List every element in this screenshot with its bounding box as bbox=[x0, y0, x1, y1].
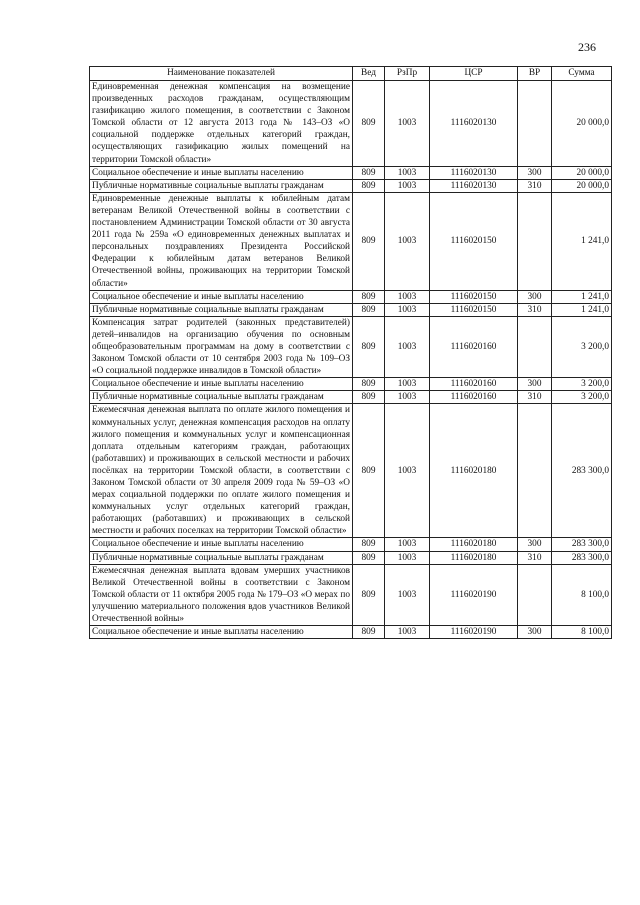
cell-csr: 1116020130 bbox=[430, 179, 518, 192]
cell-ved: 809 bbox=[353, 290, 385, 303]
table-row bbox=[90, 538, 612, 551]
cell-vr: 300 bbox=[518, 538, 552, 551]
cell-csr: 1116020180 bbox=[430, 538, 518, 551]
cell-name: Ежемесячная денежная выплата вдовам умерших участников Великой Отечественной войны в соответствии с Законом Томской области от 11 октября 2005 года № 179–ОЗ «О мерах по улучшению материального положения вдов участников Великой Отечественной войны» bbox=[90, 564, 353, 625]
cell-sum: 3 200,0 bbox=[552, 391, 612, 404]
cell-rzpr: 1003 bbox=[385, 538, 430, 551]
cell-csr: 1116020150 bbox=[430, 290, 518, 303]
cell-sum: 8 100,0 bbox=[552, 564, 612, 625]
cell-csr: 1116020190 bbox=[430, 626, 518, 639]
table-row bbox=[90, 290, 612, 303]
cell-csr: 1116020150 bbox=[430, 303, 518, 316]
table-row bbox=[90, 81, 612, 167]
cell-rzpr: 1003 bbox=[385, 303, 430, 316]
cell-ved: 809 bbox=[353, 303, 385, 316]
cell-ved: 809 bbox=[353, 179, 385, 192]
cell-vr: 310 bbox=[518, 391, 552, 404]
cell-vr: 300 bbox=[518, 378, 552, 391]
cell-vr: 310 bbox=[518, 303, 552, 316]
cell-name: Публичные нормативные социальные выплаты гражданам bbox=[90, 551, 353, 564]
cell-vr bbox=[518, 81, 552, 167]
cell-ved: 809 bbox=[353, 81, 385, 167]
cell-sum: 283 300,0 bbox=[552, 538, 612, 551]
cell-csr: 1116020180 bbox=[430, 551, 518, 564]
table-row bbox=[90, 564, 612, 625]
cell-rzpr: 1003 bbox=[385, 564, 430, 625]
table-row bbox=[90, 303, 612, 316]
cell-vr: 310 bbox=[518, 551, 552, 564]
header-csr: ЦСР bbox=[430, 67, 518, 81]
cell-name: Социальное обеспечение и иные выплаты населению bbox=[90, 290, 353, 303]
cell-rzpr: 1003 bbox=[385, 192, 430, 290]
header-name: Наименование показателей bbox=[90, 67, 353, 81]
cell-ved: 809 bbox=[353, 564, 385, 625]
cell-name: Публичные нормативные социальные выплаты гражданам bbox=[90, 303, 353, 316]
header-sum: Сумма bbox=[552, 67, 612, 81]
cell-sum: 1 241,0 bbox=[552, 192, 612, 290]
table-row bbox=[90, 626, 612, 639]
cell-name: Ежемесячная денежная выплата по оплате жилого помещения и коммунальных услуг, денежная компенсация расходов на оплату жилого помещения и коммунальных услуг и компенсационная доплата отдельным категориям граждан, работающих (работавших) и проживающих в сельской местности и рабочих посёлках на территории Томской области, в соответствии с Законом Томской области от 30 апреля 2009 года № 59–ОЗ «О мерах социальной поддержки по оплате жилого помещения и коммунальных услуг отдельных категорий граждан, работающих (работавших) и проживающих в сельской местности и рабочих поселках на территории Томской области» bbox=[90, 404, 353, 538]
cell-csr: 1116020130 bbox=[430, 81, 518, 167]
cell-sum: 3 200,0 bbox=[552, 316, 612, 377]
cell-name: Социальное обеспечение и иные выплаты населению bbox=[90, 378, 353, 391]
header-vr: ВР bbox=[518, 67, 552, 81]
cell-vr: 300 bbox=[518, 290, 552, 303]
cell-rzpr: 1003 bbox=[385, 290, 430, 303]
header-ved: Вед bbox=[353, 67, 385, 81]
table-row bbox=[90, 179, 612, 192]
cell-name: Компенсация затрат родителей (законных представителей) детей–инвалидов на организацию обучения по основным общеобразовательным программам на дому в соответствии с Законом Томской области от 10 сентября 2003 года № 109–ОЗ «О социальной поддержке инвалидов в Томской области» bbox=[90, 316, 353, 377]
cell-ved: 809 bbox=[353, 538, 385, 551]
table-row bbox=[90, 166, 612, 179]
cell-sum: 283 300,0 bbox=[552, 551, 612, 564]
cell-ved: 809 bbox=[353, 192, 385, 290]
cell-ved: 809 bbox=[353, 316, 385, 377]
cell-csr: 1116020160 bbox=[430, 391, 518, 404]
table-header-row bbox=[90, 67, 612, 81]
cell-rzpr: 1003 bbox=[385, 551, 430, 564]
cell-name: Социальное обеспечение и иные выплаты населению bbox=[90, 538, 353, 551]
cell-ved: 809 bbox=[353, 391, 385, 404]
cell-name: Публичные нормативные социальные выплаты гражданам bbox=[90, 179, 353, 192]
cell-vr bbox=[518, 564, 552, 625]
cell-vr bbox=[518, 404, 552, 538]
cell-rzpr: 1003 bbox=[385, 166, 430, 179]
cell-sum: 283 300,0 bbox=[552, 404, 612, 538]
cell-vr: 300 bbox=[518, 166, 552, 179]
cell-vr: 310 bbox=[518, 179, 552, 192]
cell-rzpr: 1003 bbox=[385, 391, 430, 404]
cell-ved: 809 bbox=[353, 626, 385, 639]
cell-sum: 1 241,0 bbox=[552, 290, 612, 303]
table-row bbox=[90, 316, 612, 377]
cell-name: Социальное обеспечение и иные выплаты населению bbox=[90, 166, 353, 179]
cell-sum: 8 100,0 bbox=[552, 626, 612, 639]
budget-table bbox=[89, 66, 612, 639]
cell-csr: 1116020160 bbox=[430, 316, 518, 377]
cell-sum: 3 200,0 bbox=[552, 378, 612, 391]
cell-csr: 1116020180 bbox=[430, 404, 518, 538]
cell-sum: 1 241,0 bbox=[552, 303, 612, 316]
cell-csr: 1116020150 bbox=[430, 192, 518, 290]
cell-name: Публичные нормативные социальные выплаты гражданам bbox=[90, 391, 353, 404]
cell-vr: 300 bbox=[518, 626, 552, 639]
cell-rzpr: 1003 bbox=[385, 81, 430, 167]
page-number: 236 bbox=[578, 40, 596, 54]
cell-sum: 20 000,0 bbox=[552, 81, 612, 167]
table-row bbox=[90, 378, 612, 391]
cell-vr bbox=[518, 316, 552, 377]
header-rzpr: РзПр bbox=[385, 67, 430, 81]
cell-rzpr: 1003 bbox=[385, 404, 430, 538]
cell-sum: 20 000,0 bbox=[552, 179, 612, 192]
cell-name: Единовременные денежные выплаты к юбилейным датам ветеранам Великой Отечественной войны в соответствии с постановлением Администрации Томской области от 30 августа 2011 года № 259а «О единовременных денежных выплатах и персональных поздравлениях Президента Российской Федерации к юбилейным датам ветеранов Великой Отечественной войны, проживающих на территории Томской области» bbox=[90, 192, 353, 290]
table-row bbox=[90, 404, 612, 538]
table-row bbox=[90, 391, 612, 404]
cell-ved: 809 bbox=[353, 166, 385, 179]
cell-rzpr: 1003 bbox=[385, 316, 430, 377]
cell-name: Единовременная денежная компенсация на возмещение произведенных расходов гражданам, осуществляющим газификацию жилого помещения, в соответствии с Законом Томской области от 12 августа 2013 года № 143–ОЗ «О социальной поддержке отдельных категорий граждан, осуществляющих газификацию жилых помещений на территории Томской области» bbox=[90, 81, 353, 167]
cell-csr: 1116020160 bbox=[430, 378, 518, 391]
cell-ved: 809 bbox=[353, 551, 385, 564]
cell-vr bbox=[518, 192, 552, 290]
cell-rzpr: 1003 bbox=[385, 378, 430, 391]
cell-rzpr: 1003 bbox=[385, 179, 430, 192]
cell-csr: 1116020190 bbox=[430, 564, 518, 625]
cell-rzpr: 1003 bbox=[385, 626, 430, 639]
cell-sum: 20 000,0 bbox=[552, 166, 612, 179]
cell-name: Социальное обеспечение и иные выплаты населению bbox=[90, 626, 353, 639]
table-row bbox=[90, 551, 612, 564]
cell-csr: 1116020130 bbox=[430, 166, 518, 179]
cell-ved: 809 bbox=[353, 378, 385, 391]
cell-ved: 809 bbox=[353, 404, 385, 538]
table-row bbox=[90, 192, 612, 290]
